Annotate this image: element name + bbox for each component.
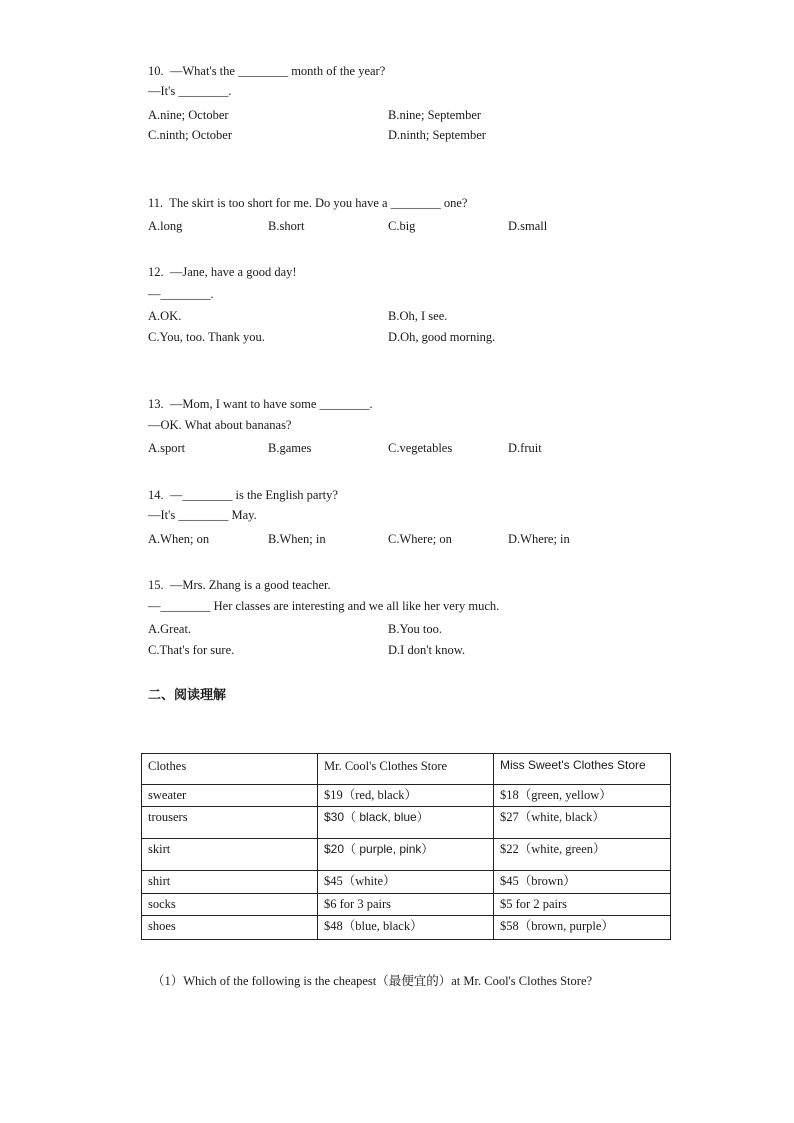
section-title: 二、阅读理解 <box>148 688 227 703</box>
question-text: —________ is the English party? <box>169 488 338 502</box>
question-10-option-a[interactable]: A.nine; October <box>148 108 229 122</box>
table-cell: $18（green, yellow） <box>494 785 671 807</box>
table-cell: shirt <box>142 871 318 894</box>
question-number: 15. <box>148 578 164 592</box>
question-10-option-d[interactable]: D.ninth; September <box>388 128 486 142</box>
question-14-stem <box>148 488 338 503</box>
question-13-option-b[interactable]: B.games <box>268 441 312 455</box>
question-12-line-2: —________. <box>148 287 214 301</box>
table-row <box>142 839 671 871</box>
table-header-cell: Mr. Cool's Clothes Store <box>318 754 494 785</box>
table-header-row <box>142 754 671 785</box>
table-cell: sweater <box>142 785 318 807</box>
question-13-option-c[interactable]: C.vegetables <box>388 441 453 455</box>
table-header-cell: Miss Sweet's Clothes Store <box>494 754 671 785</box>
question-11-option-c[interactable]: C.big <box>388 219 416 233</box>
question-12-option-c[interactable]: C.You, too. Thank you. <box>148 330 265 344</box>
clothes-price-table <box>141 753 671 940</box>
table-cell: $27（white, black） <box>494 807 671 839</box>
question-11-option-d[interactable]: D.small <box>508 219 548 233</box>
question-13-option-d[interactable]: D.fruit <box>508 441 542 455</box>
question-10-option-b[interactable]: B.nine; September <box>388 108 482 122</box>
question-15-option-c[interactable]: C.That's for sure. <box>148 643 235 657</box>
question-number: 14. <box>148 488 164 502</box>
table-cell: $45（white） <box>318 871 494 894</box>
question-15-option-a[interactable]: A.Great. <box>148 622 192 636</box>
question-10-stem <box>148 64 385 79</box>
question-14-option-c[interactable]: C.Where; on <box>388 532 452 546</box>
question-13-option-a[interactable]: A.sport <box>148 441 186 455</box>
table-row <box>142 785 671 807</box>
table-cell: $58（brown, purple） <box>494 916 671 940</box>
question-12-option-b[interactable]: B.Oh, I see. <box>388 309 448 323</box>
table-row <box>142 894 671 916</box>
table-cell: $22（white, green） <box>494 839 671 871</box>
question-12-stem <box>148 265 297 280</box>
question-14-option-b[interactable]: B.When; in <box>268 532 326 546</box>
sub-question-1: （1）Which of the following is the cheapest（最便宜的）at Mr. Cool's Clothes Store? <box>152 974 593 988</box>
table-header-cell: Clothes <box>142 754 318 785</box>
question-12-option-d[interactable]: D.Oh, good morning. <box>388 330 496 344</box>
question-15-option-d[interactable]: D.I don't know. <box>388 643 466 657</box>
question-11-stem <box>148 196 467 211</box>
question-11-option-a[interactable]: A.long <box>148 219 183 233</box>
question-15-option-b[interactable]: B.You too. <box>388 622 442 636</box>
question-number: 12. <box>148 265 164 279</box>
question-13-line-2: —OK. What about bananas? <box>148 418 292 432</box>
question-10-line-2: —It's ________. <box>148 84 232 98</box>
table-cell: $48（blue, black） <box>318 916 494 940</box>
table-cell: skirt <box>142 839 318 871</box>
question-text: The skirt is too short for me. Do you have a ________ one? <box>169 196 468 210</box>
question-text: —What's the ________ month of the year? <box>169 64 386 78</box>
question-15-stem <box>148 578 331 593</box>
question-14-option-d[interactable]: D.Where; in <box>508 532 570 546</box>
question-13-stem <box>148 397 373 412</box>
question-14-option-a[interactable]: A.When; on <box>148 532 210 546</box>
table-row <box>142 871 671 894</box>
table-cell: $30（ black, blue） <box>318 807 494 839</box>
table-cell: shoes <box>142 916 318 940</box>
question-text: —Mom, I want to have some ________. <box>169 397 373 411</box>
question-12-option-a[interactable]: A.OK. <box>148 309 182 323</box>
question-11-option-b[interactable]: B.short <box>268 219 305 233</box>
question-number: 13. <box>148 397 164 411</box>
question-text: —Jane, have a good day! <box>169 265 297 279</box>
table-cell: $20（ purple, pink） <box>318 839 494 871</box>
question-14-line-2: —It's ________ May. <box>148 508 257 522</box>
table-cell: $5 for 2 pairs <box>494 894 671 916</box>
question-10-option-c[interactable]: C.ninth; October <box>148 128 233 142</box>
table-row <box>142 807 671 839</box>
question-15-line-2: —________ Her classes are interesting and we all like her very much. <box>148 599 500 613</box>
table-cell: socks <box>142 894 318 916</box>
table-cell: $45（brown） <box>494 871 671 894</box>
question-number: 11. <box>148 196 164 210</box>
table-row <box>142 916 671 940</box>
question-text: —Mrs. Zhang is a good teacher. <box>169 578 331 592</box>
question-number: 10. <box>148 64 164 78</box>
table-cell: $19（red, black） <box>318 785 494 807</box>
table-cell: $6 for 3 pairs <box>318 894 494 916</box>
table-cell: trousers <box>142 807 318 839</box>
